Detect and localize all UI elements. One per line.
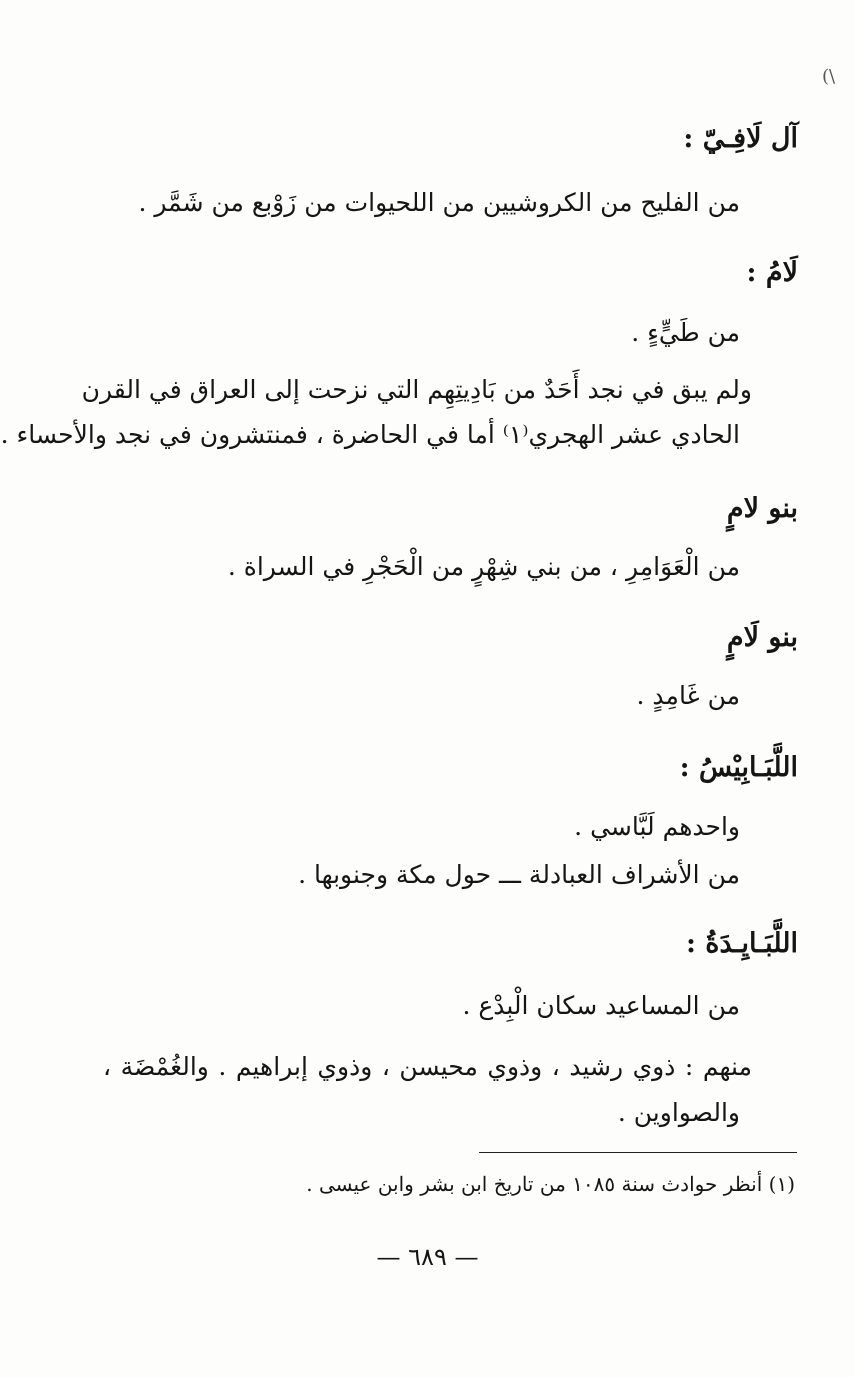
entry-heading: بنو لامٍ: [726, 493, 798, 524]
entry-text: من غَامِدٍ .: [636, 681, 740, 710]
entry-heading: اللَّبَـايِـدَةُ :: [685, 928, 798, 959]
entry-text: من المساعيد سكان الْبِدْع .: [462, 991, 740, 1020]
entry-text: واحدهم لَبَّاسي .: [574, 812, 740, 841]
entry-text: ولم يبق في نجد أَحَدٌ من بَادِيتِهِم التي نزحت إلى العراق في القرن: [81, 375, 752, 404]
entry-text: من طَيٍّءٍ .: [631, 318, 740, 347]
entry-heading: آل لَافِـيّ :: [683, 123, 798, 154]
entry-text: من الفليح من الكروشيين من اللحيوات من زَوْبع من شَمَّر .: [138, 188, 740, 217]
entry-text: من الأشراف العبادلة ـــ حول مكة وجنوبها .: [298, 860, 740, 889]
entry-heading: لَامُ :: [746, 257, 798, 288]
page-number: — ٦٨٩ —: [376, 1243, 479, 1271]
entry-text: من الْعَوَامِرِ ، من بني شِهْرٍ من الْحَجْرِ في السراة .: [227, 552, 740, 581]
entry-heading: بنو لَامٍ: [726, 622, 798, 653]
entry-text: والصواوين .: [617, 1098, 740, 1127]
entry-heading: اللَّبَـابِيْسُ :: [679, 752, 798, 783]
entry-text: الحادي عشر الهجري⁽١⁾ أما في الحاضرة ، فمنتشرون في نجد والأحساء .: [0, 420, 740, 449]
entry-text: منهم : ذوي رشيد ، وذوي محيسن ، وذوي إبراهيم . والغُمْضَة ،: [103, 1052, 752, 1081]
margin-mark: (\: [822, 66, 836, 87]
footnote: (١) أنظر حوادث سنة ١٠٨٥ من تاريخ ابن بشر وابن عيسى .: [306, 1172, 795, 1196]
footnote-separator: [479, 1152, 797, 1153]
